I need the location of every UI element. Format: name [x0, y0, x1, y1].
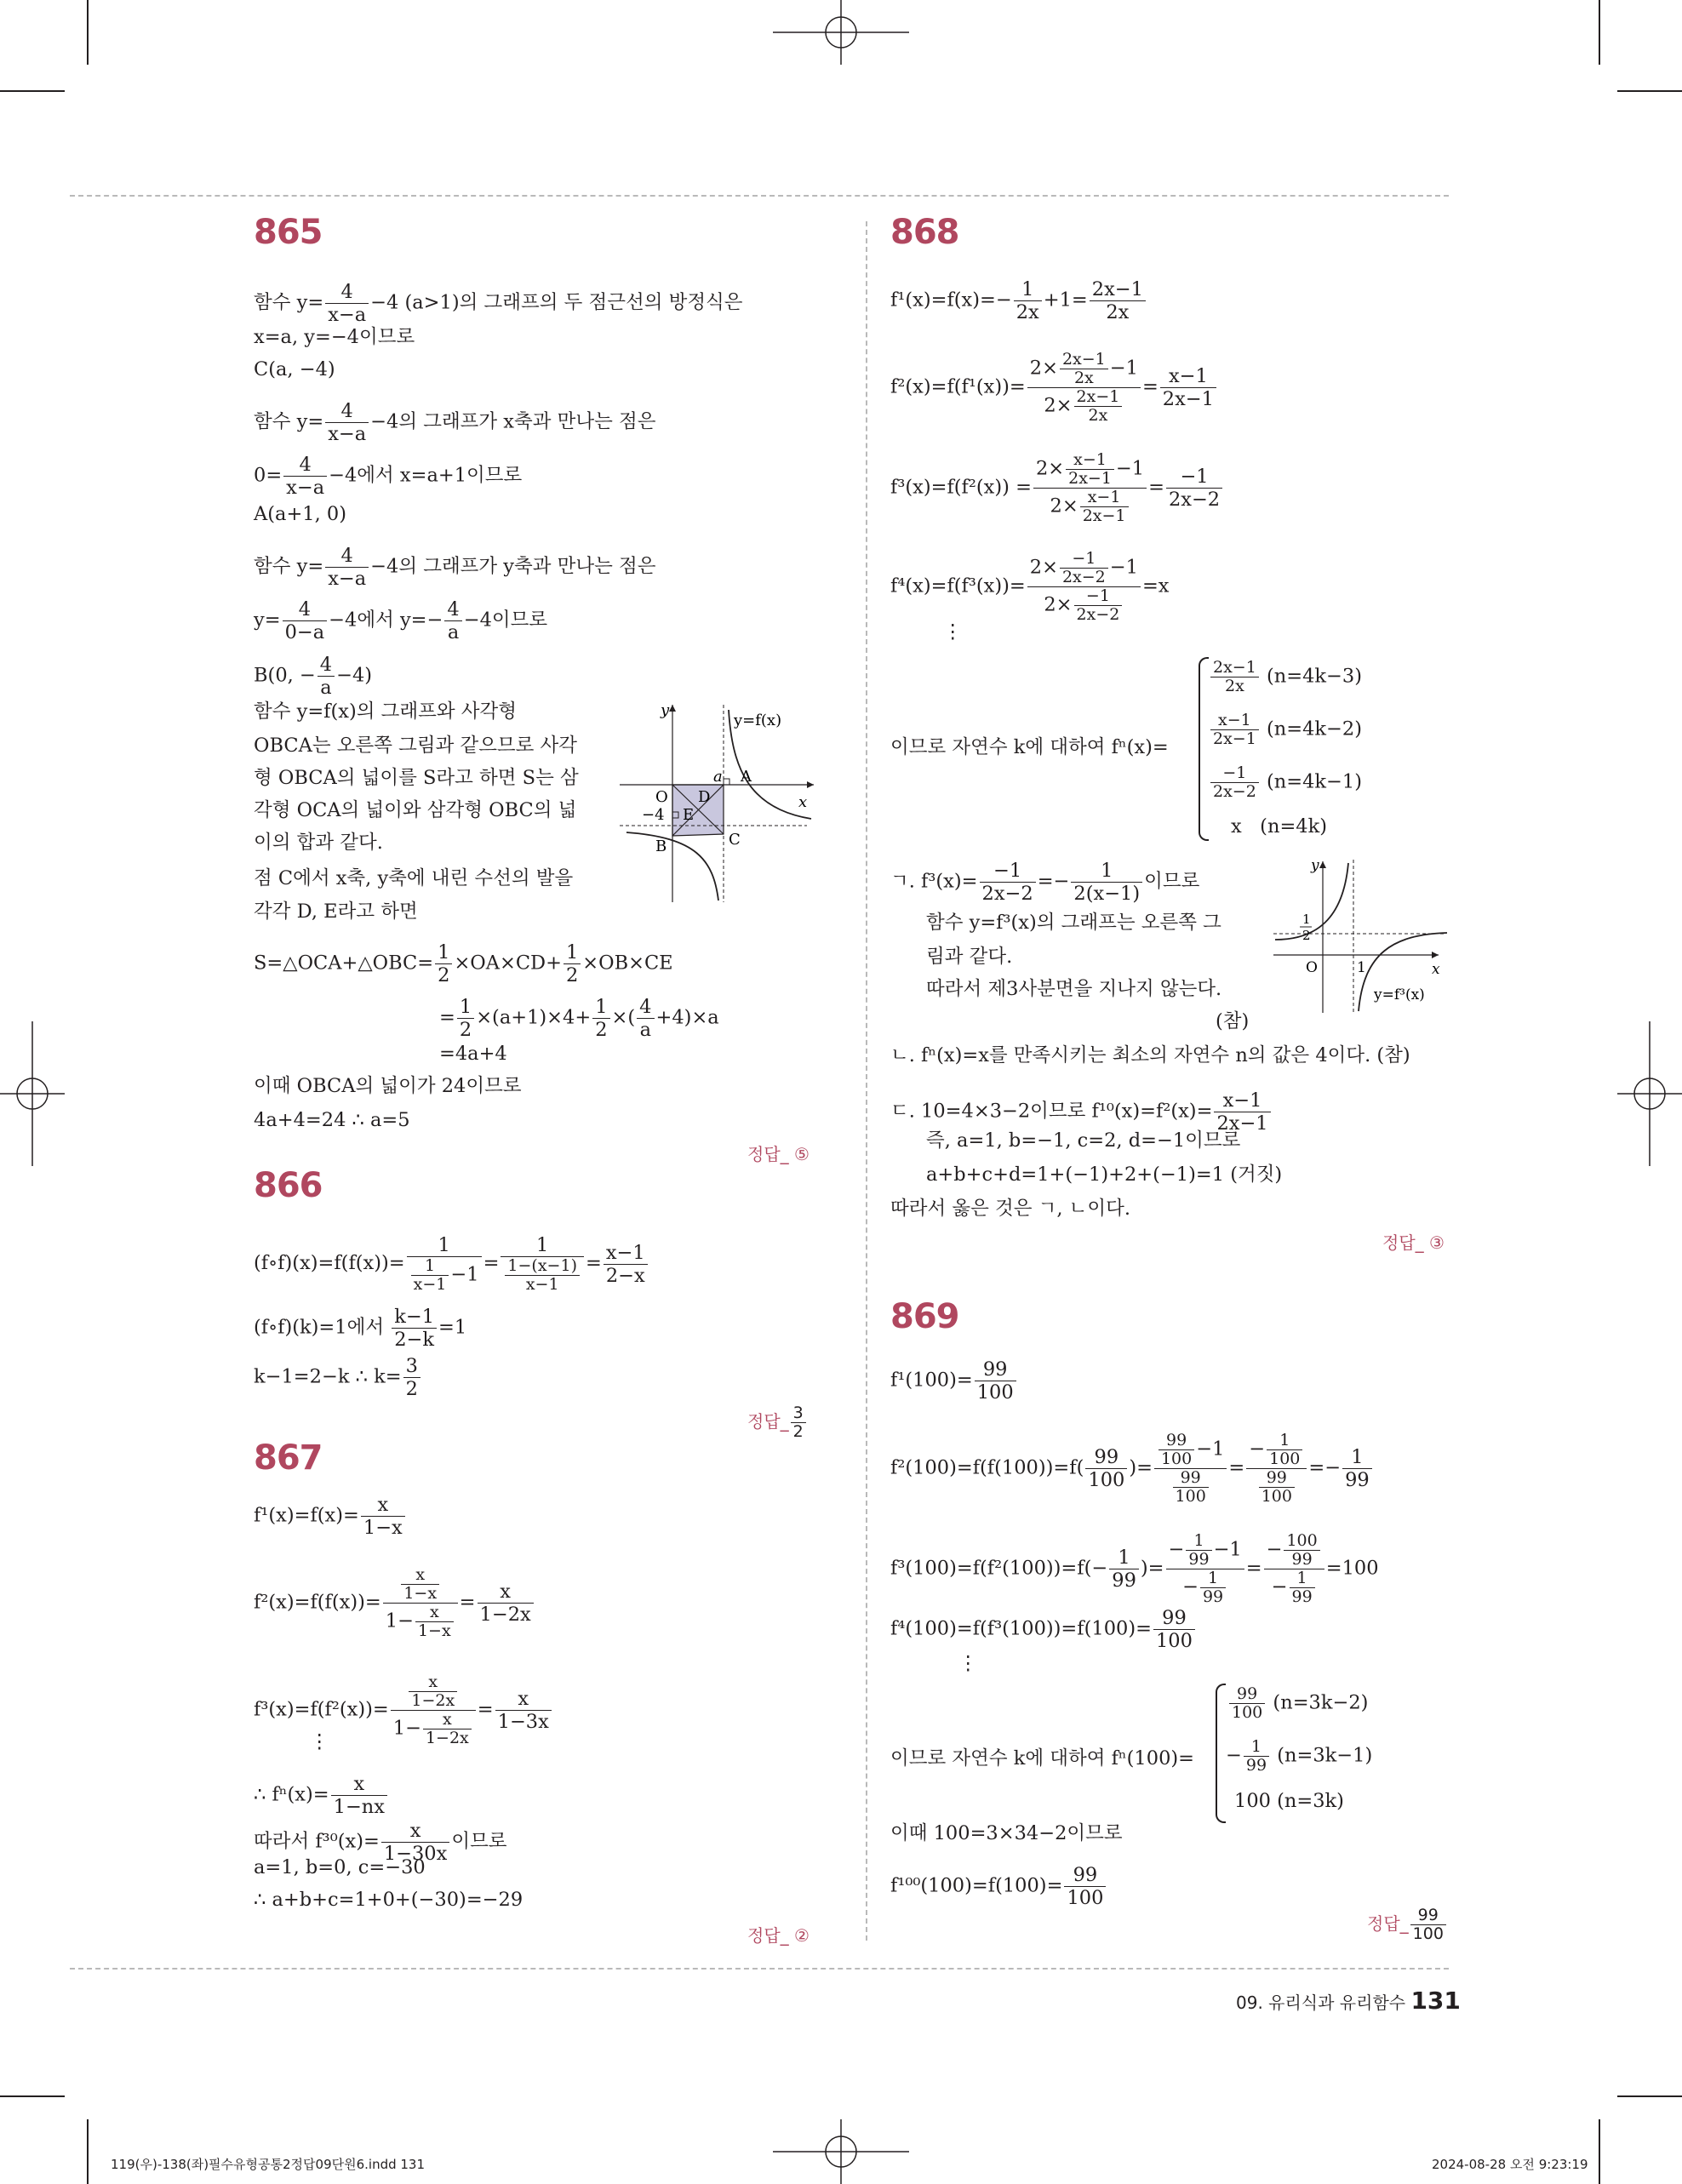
text-line: a=1, b=0, c=−30 — [254, 1856, 426, 1878]
text-line: 함수 y=f(x)의 그래프와 사각형 — [254, 700, 517, 723]
case-row: $\frac{2x-1}{2x}$ (n=4k−3) — [1209, 659, 1362, 695]
math-line: =4a+4 — [439, 1043, 507, 1065]
answer-label: 정답_ ⑤ — [747, 1144, 810, 1164]
math-line: S=△OCA+△OBC= $\frac{1}{2}$ ×OA×CD+ $\frac{1}{2}$ ×OB×CE — [254, 941, 673, 986]
registration-mark — [1617, 1021, 1682, 1166]
math-line: 따라서 f³⁰(x)= $\frac{x}{1-30x}$ 이므로 — [254, 1820, 507, 1865]
crop-mark — [0, 2095, 65, 2097]
text-line: 함수 y= $\frac{4}{x-a}$ −4의 그래프가 x축과 만나는 점은 — [254, 400, 656, 445]
text-line: B(0, − $\frac{4}{a}$ −4) — [254, 654, 373, 699]
graph-label: 1 — [1357, 959, 1366, 976]
crop-mark — [1617, 2095, 1682, 2097]
text-line: 따라서 옳은 것은 ㄱ, ㄴ이다. — [890, 1198, 1130, 1220]
text-line: (참) — [1216, 1010, 1250, 1032]
graph-label: C — [729, 831, 741, 849]
math-line: f²(100)=f(f(100))=f( $\frac{99}{100}$ )= $\frac{99}{100}$ −1 $\frac{99}{100}$ = − $\frac{1}{100}$ $\frac{99}{100}$ =− $\frac{1}{99}$ — [890, 1432, 1374, 1506]
hyperbola-quadrilateral-graph — [620, 698, 824, 902]
bottom-divider — [70, 1968, 1449, 1970]
text-line: 4a+4=24 ∴ a=5 — [254, 1109, 410, 1131]
graph-label: 1 — [1302, 912, 1311, 927]
text-line: y= $\frac{4}{0-a}$ −4에서 y=− $\frac{4}{a}$ −4이므로 — [254, 598, 548, 643]
text-line: x=a, y=−4이므로 — [254, 326, 415, 348]
graph-label: O — [1306, 959, 1318, 976]
case-row: − $\frac{1}{99}$ (n=3k−1) — [1226, 1737, 1373, 1775]
problem-number: 866 — [254, 1166, 323, 1205]
print-date: 2024-08-28 오전 9:23:19 — [1432, 2157, 1588, 2172]
text-line: 이므로 자연수 k에 대하여 fⁿ(100)= — [890, 1747, 1195, 1769]
registration-mark — [773, 2119, 909, 2184]
math-line: k−1=2−k ∴ k= $\frac{3}{2}$ — [254, 1355, 422, 1400]
text-line: 함수 y=f³(x)의 그래프는 오른쪽 그 — [926, 912, 1221, 934]
answer-label: 정답_ $\frac{3}{2}$ — [747, 1404, 808, 1441]
text-line: C(a, −4) — [254, 358, 335, 380]
graph-label: y=f(x) — [734, 712, 782, 729]
text-line: OBCA는 오른쪽 그림과 같으므로 사각 — [254, 735, 578, 757]
case-brace — [1199, 657, 1209, 841]
math-line: f⁴(100)=f(f³(100))=f(100)= $\frac{99}{100}$ — [890, 1607, 1197, 1652]
problem-number: 865 — [254, 213, 323, 252]
math-line: f¹(x)=f(x)=− $\frac{1}{2x}$ +1= $\frac{2x-1}{2x}$ — [890, 278, 1147, 323]
math-line: f¹(x)=f(x)= $\frac{x}{1-x}$ — [254, 1494, 407, 1539]
math-line: (f∘f)(x)=f(f(x))= 1 $\frac{1}{x-1}$ −1 = $\frac{1}{\frac{1-(x-1)}{x-1}}$ = $\frac{x-1}{2-x}$ — [254, 1234, 649, 1294]
text-line: 0= $\frac{4}{x-a}$ −4에서 x=a+1이므로 — [254, 454, 523, 499]
case-row: 100 (n=3k) — [1234, 1790, 1344, 1812]
text-line: 이의 합과 같다. — [254, 832, 383, 854]
crop-mark — [87, 2119, 89, 2184]
math-line: ㄱ. f³(x)= $\frac{-1}{2x-2}$ =− $\frac{1}{2(x-1)}$ 이므로 — [890, 860, 1200, 905]
case-row: x (n=4k) — [1231, 815, 1328, 838]
text-line: 이때 OBCA의 넓이가 24이므로 — [254, 1075, 522, 1097]
text-line: 형 OBCA의 넓이를 S라고 하면 S는 삼 — [254, 767, 579, 789]
hyperbola-graph — [1273, 851, 1452, 1013]
case-row: $\frac{-1}{2x-2}$ (n=4k−1) — [1209, 764, 1362, 801]
answer-label: 정답_ $\frac{99}{100}$ — [1367, 1907, 1448, 1943]
crop-mark — [0, 90, 65, 92]
problem-number: 868 — [890, 213, 959, 252]
top-divider — [70, 195, 1449, 197]
graph-label: y=f³(x) — [1374, 986, 1425, 1003]
graph-label: y — [1311, 857, 1319, 874]
graph-label: A — [741, 768, 752, 786]
math-line: (f∘f)(k)=1에서 $\frac{k-1}{2-k}$ =1 — [254, 1306, 467, 1351]
text-line: 림과 같다. — [926, 946, 1013, 968]
graph-label: E — [683, 806, 695, 824]
registration-mark — [773, 0, 909, 65]
graph-label: O — [655, 788, 668, 806]
crop-mark — [1599, 2119, 1600, 2184]
text-line: A(a+1, 0) — [254, 503, 347, 525]
graph-label: D — [698, 788, 711, 806]
math-line: f⁴(x)=f(f³(x))= 2× $\frac{-1}{2x-2}$ −1 2× $\frac{-1}{2x-2}$ =x — [890, 549, 1170, 624]
math-line: ∴ fⁿ(x)= $\frac{x}{1-nx}$ — [254, 1773, 389, 1818]
column-divider — [866, 221, 867, 1941]
answer-label: 정답_ ② — [747, 1925, 810, 1946]
math-line: f¹(100)= $\frac{99}{100}$ — [890, 1358, 1018, 1404]
vdots: ⋮ — [310, 1730, 329, 1752]
case-brace — [1216, 1684, 1226, 1823]
page-number: 131 — [1410, 1987, 1461, 2015]
text-line: 점 C에서 x축, y축에 내린 수선의 발을 — [254, 867, 574, 889]
registration-mark — [0, 1021, 65, 1166]
math-line: f¹⁰⁰(100)=f(100)= $\frac{99}{100}$ — [890, 1864, 1107, 1909]
problem-number: 869 — [890, 1297, 959, 1336]
graph-label: −4 — [642, 806, 665, 824]
case-row: $\frac{x-1}{2x-1}$ (n=4k−2) — [1209, 712, 1362, 748]
file-name: 119(우)-138(좌)필수유형공통2정답09단원6.indd 131 — [111, 2157, 426, 2172]
text-line: 따라서 제3사분면을 지나지 않는다. — [926, 978, 1222, 1000]
math-line: f³(100)=f(f²(100))=f(− $\frac{1}{99}$ )= − $\frac{1}{99}$ −1 − $\frac{1}{99}$ = − $\frac{100}{99}$ − $\frac{1}{99}$ =100 — [890, 1531, 1379, 1606]
text-line: 즉, a=1, b=−1, c=2, d=−1이므로 — [926, 1129, 1241, 1152]
math-line: f²(x)=f(f¹(x))= 2× $\frac{2x-1}{2x}$ −1 2× $\frac{2x-1}{2x}$ = $\frac{x-1}{2x-1}$ — [890, 351, 1218, 425]
graph-label: y — [661, 701, 670, 719]
text-line: ∴ a+b+c=1+0+(−30)=−29 — [254, 1889, 523, 1911]
graph-label: 2 — [1302, 928, 1311, 943]
text-line: 이므로 자연수 k에 대하여 fⁿ(x)= — [890, 736, 1169, 758]
graph-label: x — [798, 793, 808, 811]
answer-label: 정답_ ③ — [1382, 1232, 1445, 1253]
problem-number: 867 — [254, 1438, 323, 1478]
page-footer — [1236, 1987, 1461, 2015]
text-line: 각각 D, E라고 하면 — [254, 900, 418, 923]
graph-label: a — [713, 768, 723, 786]
case-row: $\frac{99}{100}$ (n=3k−2) — [1227, 1685, 1368, 1722]
text-line: 함수 y= $\frac{4}{x-a}$ −4 (a>1)의 그래프의 두 점근선의 방정식은 — [254, 281, 743, 326]
hyperbola-left-branch — [1275, 863, 1348, 940]
math-line: f²(x)=f(f(x))= $\frac{x}{1-x}$ 1− $\frac{x}{1-x}$ = $\frac{x}{1-2x}$ — [254, 1566, 535, 1640]
text-line: 이때 100=3×34−2이므로 — [890, 1822, 1123, 1844]
math-line: ㄷ. 10=4×3−2이므로 f¹⁰(x)=f²(x)= $\frac{x-1}{2x-1}$ — [890, 1089, 1273, 1135]
crop-mark — [87, 0, 89, 65]
math-line: = $\frac{1}{2}$ ×(a+1)×4+ $\frac{1}{2}$ ×( $\frac{4}{a}$ +4)×a — [439, 996, 719, 1041]
vdots: ⋮ — [958, 1652, 978, 1674]
crop-mark — [1599, 0, 1600, 65]
text-line: ㄴ. fⁿ(x)=x를 만족시키는 최소의 자연수 n의 값은 4이다. (참) — [890, 1044, 1410, 1066]
text-line: 함수 y= $\frac{4}{x-a}$ −4의 그래프가 y축과 만나는 점은 — [254, 545, 656, 590]
math-line: f³(x)=f(f²(x)) = 2× $\frac{x-1}{2x-1}$ −1 2× $\frac{x-1}{2x-1}$ = $\frac{-1}{2x-2}$ — [890, 451, 1224, 525]
chapter-title: 09. 유리식과 유리함수 — [1236, 1992, 1406, 2013]
graph-label: B — [655, 838, 667, 855]
crop-mark — [1617, 90, 1682, 92]
text-line: a+b+c+d=1+(−1)+2+(−1)=1 (거짓) — [926, 1163, 1283, 1186]
math-line: f³(x)=f(f²(x))= $\frac{x}{1-2x}$ 1− $\frac{x}{1-2x}$ = $\frac{x}{1-3x}$ — [254, 1673, 553, 1747]
text-line: 각형 OCA의 넓이와 삼각형 OBC의 넓 — [254, 799, 577, 821]
vdots: ⋮ — [943, 620, 963, 643]
graph-label: x — [1432, 961, 1440, 978]
